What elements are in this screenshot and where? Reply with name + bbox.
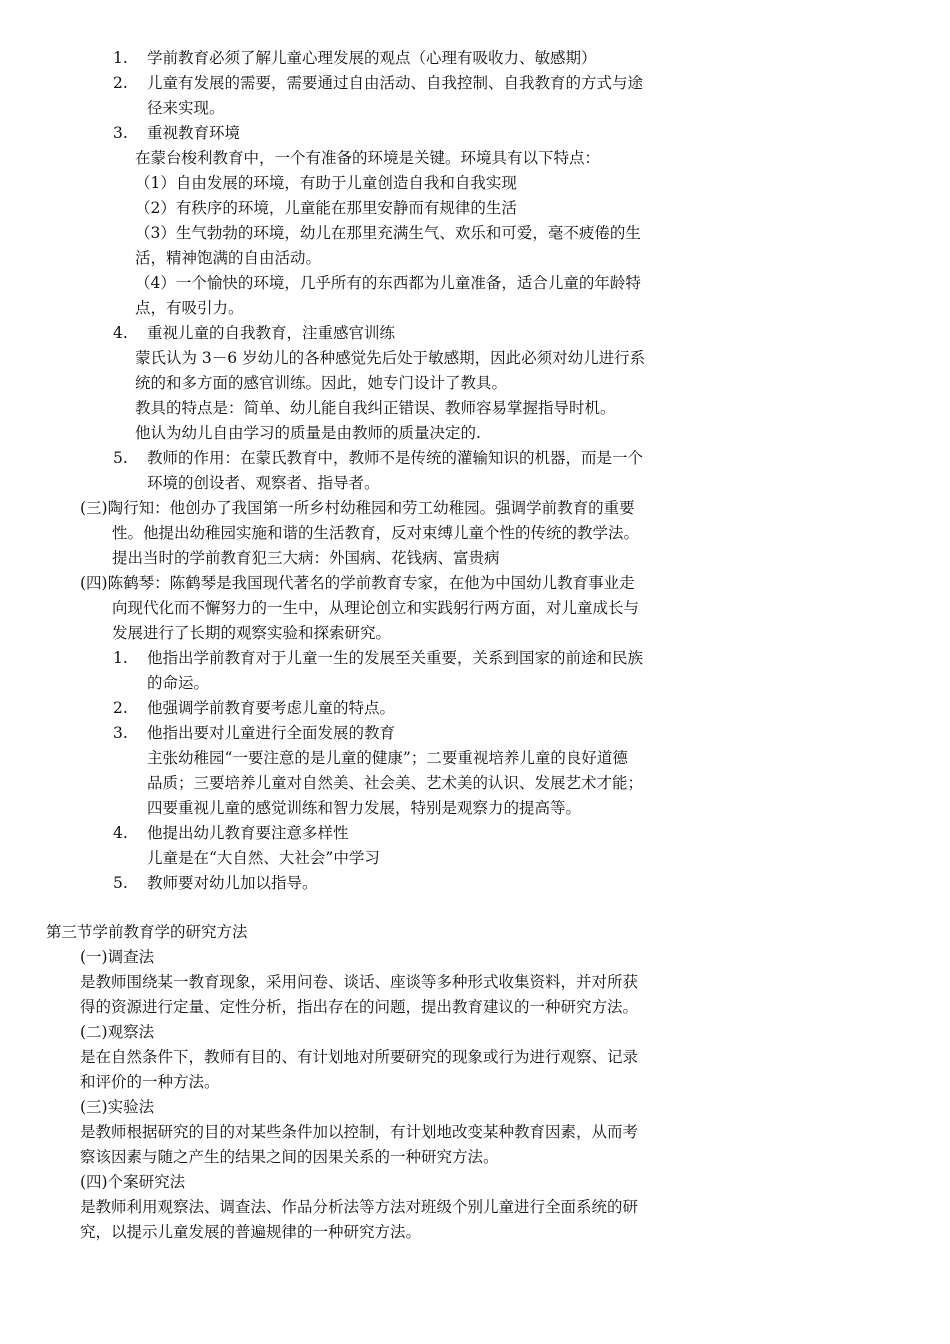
list-item-text: 重视教育环境	[147, 124, 241, 142]
list-number: 2.	[113, 699, 128, 717]
list-number: 4.	[113, 824, 128, 842]
list-number: 1.	[113, 49, 128, 67]
section-title: 第三节学前教育学的研究方法	[46, 923, 248, 941]
method-heading: (二)观察法	[80, 1023, 155, 1041]
method-heading: (一)调查法	[80, 948, 155, 966]
paragraph-line: 是教师根据研究的目的对某些条件加以控制，有计划地改变某种教育因素，从而考	[80, 1123, 639, 1141]
paragraph-line: 统的和多方面的感官训练。因此，她专门设计了教具。	[135, 374, 508, 392]
paragraph-line: 教具的特点是：简单、幼儿能自我纠正错误、教师容易掌握指导时机。	[135, 399, 616, 417]
list-number: 5.	[113, 874, 128, 892]
paragraph-line: 向现代化而不懈努力的一生中，从理论创立和实践躬行两方面，对儿童成长与	[112, 599, 640, 617]
list-item-text: 他指出学前教育对于儿童一生的发展至关重要，关系到国家的前途和民族	[147, 649, 644, 667]
paragraph-line: 活，精神饱满的自由活动。	[135, 249, 322, 267]
paragraph-line: （3）生气勃勃的环境，幼儿在那里充满生气、欢乐和可爱，毫不疲倦的生	[135, 224, 641, 242]
list-item-text: 品质；三要培养儿童对自然美、社会美、艺术美的认识、发展艺术才能；	[147, 774, 644, 792]
paragraph-line: 是教师利用观察法、调查法、作品分析法等方法对班级个别儿童进行全面系统的研	[80, 1198, 639, 1216]
list-item-text: 学前教育必须了解儿童心理发展的观点（心理有吸收力、敏感期）	[147, 49, 597, 67]
paragraph-line: 是教师围绕某一教育现象，采用问卷、谈话、座谈等多种形式收集资料，并对所获	[80, 973, 639, 991]
paragraph-line: 究，以提示儿童发展的普遍规律的一种研究方法。	[80, 1223, 422, 1241]
paragraph-line: 是在自然条件下，教师有目的、有计划地对所要研究的现象或行为进行观察、记录	[80, 1048, 639, 1066]
list-item-text: 环境的创设者、观察者、指导者。	[147, 474, 380, 492]
section-heading-tao: (三)陶行知：他创办了我国第一所乡村幼稚园和劳工幼稚园。强调学前教育的重要	[80, 499, 635, 517]
paragraph-line: 发展进行了长期的观察实验和探索研究。	[112, 624, 392, 642]
paragraph-line: （1）自由发展的环境，有助于儿童创造自我和自我实现	[135, 174, 517, 192]
paragraph-line: 提出当时的学前教育犯三大病：外国病、花钱病、富贵病	[112, 549, 500, 567]
paragraph-line: 点，有吸引力。	[135, 299, 244, 317]
list-number: 2.	[113, 74, 128, 92]
list-number: 3.	[113, 124, 128, 142]
list-item-text: 儿童有发展的需要，需要通过自由活动、自我控制、自我教育的方式与途	[147, 74, 644, 92]
list-item-text: 他指出要对儿童进行全面发展的教育	[147, 724, 396, 742]
list-item-text: 他提出幼儿教育要注意多样性	[147, 824, 349, 842]
section-heading-chen: (四)陈鹤琴：陈鹤琴是我国现代著名的学前教育专家，在他为中国幼儿教育事业走	[80, 574, 635, 592]
method-heading: (四)个案研究法	[80, 1173, 186, 1191]
list-item-text: 教师的作用：在蒙氏教育中，教师不是传统的灌输知识的机器，而是一个	[147, 449, 644, 467]
list-item-text: 的命运。	[147, 674, 210, 692]
paragraph-line: 得的资源进行定量、定性分析，指出存在的问题，提出教育建议的一种研究方法。	[80, 998, 639, 1016]
list-number: 4.	[113, 324, 128, 342]
paragraph-line: 察该因素与随之产生的结果之间的因果关系的一种研究方法。	[80, 1148, 499, 1166]
paragraph-line: 他认为幼儿自由学习的质量是由教师的质量决定的.	[135, 424, 481, 442]
list-number: 1.	[113, 649, 128, 667]
list-item-text: 主张幼稚园“一要注意的是儿童的健康”；二要重视培养儿童的良好道德	[147, 749, 628, 767]
list-item-text: 径来实现。	[147, 99, 225, 117]
list-number: 5.	[113, 449, 128, 467]
list-item-text: 四要重视儿童的感觉训练和智力发展，特别是观察力的提高等。	[147, 799, 582, 817]
paragraph-line: 和评价的一种方法。	[80, 1073, 220, 1091]
paragraph-line: 在蒙台梭利教育中，一个有准备的环境是关键。环境具有以下特点：	[135, 149, 601, 167]
list-item-text: 教师要对幼儿加以指导。	[147, 874, 318, 892]
list-item-text: 儿童是在“大自然、大社会”中学习	[147, 849, 380, 867]
list-number: 3.	[113, 724, 128, 742]
paragraph-line: 性。他提出幼稚园实施和谐的生活教育，反对束缚儿童个性的传统的教学法。	[112, 524, 640, 542]
paragraph-line: （2）有秩序的环境，儿童能在那里安静而有规律的生活	[135, 199, 517, 217]
paragraph-line: 蒙氏认为 3－6 岁幼儿的各种感觉先后处于敏感期，因此必须对幼儿进行系	[135, 349, 646, 367]
list-item-text: 他强调学前教育要考虑儿童的特点。	[147, 699, 396, 717]
list-item-text: 重视儿童的自我教育，注重感官训练	[147, 324, 396, 342]
paragraph-line: （4）一个愉快的环境，几乎所有的东西都为儿童准备，适合儿童的年龄特	[135, 274, 641, 292]
method-heading: (三)实验法	[80, 1098, 155, 1116]
